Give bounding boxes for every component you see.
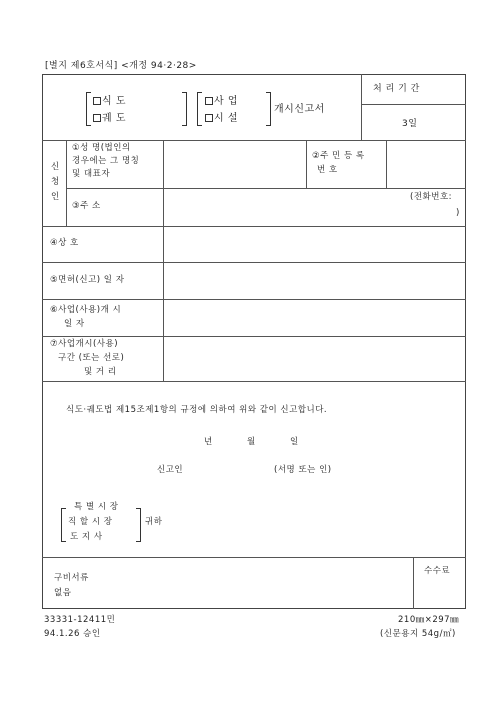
date-year: 년 [204,437,213,447]
name-label: ①성 명(법인의 [72,143,131,153]
col-divider [66,140,67,226]
row-divider [42,336,466,337]
start-date-label: ⑥사업(사용)개 시 [50,305,122,315]
resident-number-label: ②주 민 등 록 [312,151,365,161]
declaration-statement: 식도·궤도법 제15조제1항의 규정에 의하여 위와 같이 신고합니다. [66,405,328,415]
title-suffix: 개시신고서 [274,104,325,115]
license-date-field[interactable] [165,264,464,297]
processing-label: 처 리 기 간 [373,84,420,94]
row-divider [361,104,466,105]
row-divider [42,299,466,300]
col-divider [386,140,387,188]
applicant-label: 청 [51,177,60,187]
row-divider [42,557,466,558]
trade-name-label: ④상 호 [50,238,79,248]
checkbox-icon[interactable] [205,97,213,105]
col-divider [306,140,307,188]
start-date-label: 일 자 [64,319,85,329]
checkbox-icon[interactable] [93,114,101,122]
title-option-saeop: 사 업 [205,96,238,108]
title-option-sikdo: 식 도 [93,96,126,108]
license-date-label: ⑤면허(신고) 일 자 [50,275,125,285]
route-label: ⑦사업개시(사용) [50,339,119,349]
footer-size: 210㎜×297㎜ [398,615,460,625]
route-field[interactable] [165,338,464,379]
form-label: [별지 제6호서식] <개정 94·2·28> [45,61,197,71]
row-divider [42,381,466,382]
title-left-bracket [86,92,91,126]
title-mid-bracket [182,92,187,126]
recipient-left-bracket [61,508,66,542]
resident-number-field[interactable] [388,142,464,186]
title-option-gwedo: 궤 도 [93,113,126,125]
title-option-siseol: 시 설 [205,113,238,125]
name-field[interactable] [165,142,304,186]
phone-label: ) [456,208,460,218]
declarant-signature-field[interactable] [190,462,270,478]
title-right-bracket [266,92,271,126]
date-month: 월 [247,437,256,447]
applicant-label: 인 [51,192,60,202]
row-divider [66,188,466,189]
recipient-item: 도 지 사 [70,532,103,542]
documents-value: 없음 [54,588,72,598]
recipient-item: 특 별 시 장 [74,502,119,512]
fee-label: 수수료 [424,566,451,576]
col-divider [163,140,164,381]
row-divider [42,140,466,141]
name-label: 및 대표자 [72,169,111,179]
recipient-item: 직 할 시 장 [68,517,113,527]
recipient-right-bracket [136,508,141,542]
row-divider [42,226,466,227]
start-date-field[interactable] [165,301,464,334]
applicant-label: 신 [51,162,60,172]
title-mid-bracket-2 [197,92,202,126]
declarant-label: 신고인 [157,465,184,475]
col-divider [413,557,414,609]
documents-label: 구비서류 [54,573,89,583]
route-label: 구간 (또는 선로) [58,353,125,363]
footer-approval: 94.1.26 승인 [44,629,101,639]
address-field[interactable] [165,190,405,224]
processing-value: 3일 [402,119,418,129]
checkbox-icon[interactable] [93,97,101,105]
address-label: ③주 소 [72,201,101,211]
name-label: 경우에는 그 명칭 [72,156,140,166]
phone-label: (전화번호: [410,192,453,202]
honorific: 귀하 [145,517,163,527]
checkbox-icon[interactable] [205,114,213,122]
row-divider [42,262,466,263]
fee-field[interactable] [415,580,464,607]
route-label: 및 거 리 [84,367,117,377]
date-day: 일 [290,437,299,447]
resident-number-label: 번 호 [317,165,338,175]
sign-label: (서명 또는 인) [274,465,332,475]
trade-name-field[interactable] [165,228,464,260]
footer-code: 33331-12411민 [44,615,116,625]
footer-paper: (신문용지 54g/㎡) [380,629,456,639]
col-divider [361,74,362,140]
